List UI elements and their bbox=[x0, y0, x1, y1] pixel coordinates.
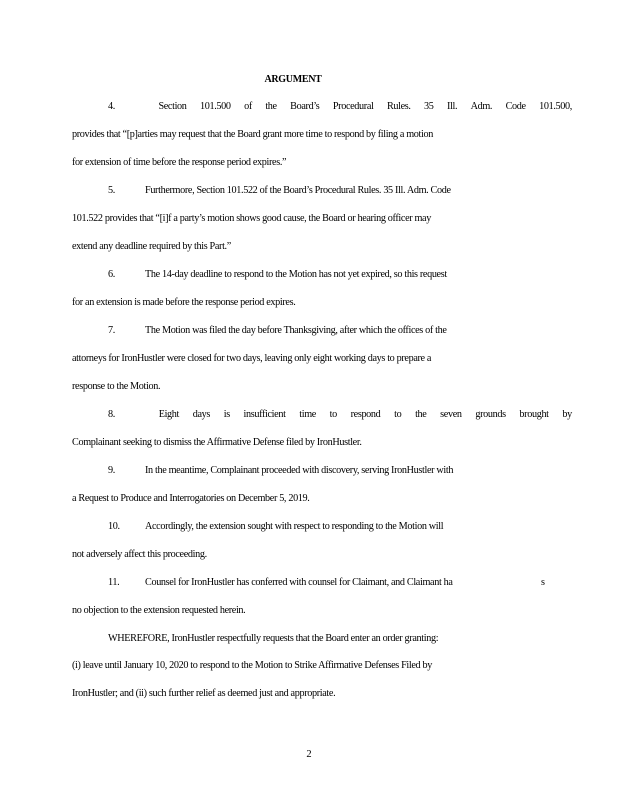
word: respond bbox=[350, 409, 381, 420]
paragraph-number: 5. bbox=[108, 185, 115, 196]
paragraph-8-line-2: Complainant seeking to dismiss the Affirmative Defense filed by IronHustler. bbox=[72, 437, 362, 448]
paragraph-text: Counsel for IronHustler has conferred with counsel for Claimant, and Claimant ha bbox=[145, 577, 453, 588]
word: the bbox=[265, 101, 277, 112]
word: days bbox=[192, 409, 211, 420]
wherefore-line-2: (i) leave until January 10, 2020 to respond to the Motion to Strike Affirmative Defenses Filed by bbox=[72, 660, 432, 671]
word: to bbox=[394, 409, 402, 420]
word: brought bbox=[519, 409, 549, 420]
word: Board’s bbox=[290, 101, 320, 112]
word: grounds bbox=[475, 409, 506, 420]
paragraph-10-line-2: not adversely affect this proceeding. bbox=[72, 549, 207, 560]
paragraph-5-line-3: extend any deadline required by this Part.” bbox=[72, 241, 231, 252]
paragraph-7-line-3: response to the Motion. bbox=[72, 381, 161, 392]
paragraph-text: Accordingly, the extension sought with respect to responding to the Motion will bbox=[145, 521, 444, 532]
word: Code bbox=[505, 101, 526, 112]
paragraph-4-line-3: for extension of time before the response period expires.” bbox=[72, 157, 287, 168]
paragraph-7-line-2: attorneys for IronHustler were closed for two days, leaving only eight working days to prepare a bbox=[72, 353, 432, 364]
paragraph-number: 4. bbox=[108, 101, 115, 112]
wherefore-line-3: IronHustler; and (ii) such further relief as deemed just and appropriate. bbox=[72, 688, 336, 699]
word: 101.500, bbox=[539, 101, 572, 112]
paragraph-5-line-2: 101.522 provides that “[i]f a party’s motion shows good cause, the Board or hearing officer may bbox=[72, 213, 431, 224]
page-number: 2 bbox=[306, 749, 312, 760]
paragraph-text: The Motion was filed the day before Thanksgiving, after which the offices of the bbox=[145, 325, 447, 336]
section-heading: ARGUMENT bbox=[264, 74, 322, 85]
paragraph-11-line-2: no objection to the extension requested herein. bbox=[72, 605, 246, 616]
paragraph-number: 10. bbox=[108, 521, 120, 532]
word: Rules. bbox=[386, 101, 411, 112]
paragraph-10-line-1 bbox=[108, 521, 443, 533]
word: seven bbox=[440, 409, 462, 420]
paragraph-number: 9. bbox=[108, 465, 115, 476]
paragraph-text: Furthermore, Section 101.522 of the Board’s Procedural Rules. 35 Ill. Adm. Code bbox=[145, 185, 451, 196]
paragraph-7-line-1 bbox=[108, 325, 447, 337]
word: is bbox=[223, 409, 230, 420]
paragraph-4-line-1 bbox=[108, 101, 572, 113]
paragraph-6-line-2: for an extension is made before the response period expires. bbox=[72, 297, 296, 308]
paragraph-text: In the meantime, Complainant proceeded with discovery, serving IronHustler with bbox=[145, 465, 454, 476]
word: of bbox=[244, 101, 252, 112]
paragraph-9-line-2: a Request to Produce and Interrogatories on December 5, 2019. bbox=[72, 493, 310, 504]
wherefore-line-1: WHEREFORE, IronHustler respectfully requests that the Board enter an order granting: bbox=[108, 633, 439, 644]
word: 101.500 bbox=[199, 101, 231, 112]
word: Procedural bbox=[332, 101, 374, 112]
word: Ill. bbox=[446, 101, 458, 112]
paragraph-number: 7. bbox=[108, 325, 115, 336]
word: 35 bbox=[424, 101, 434, 112]
paragraph-number: 11. bbox=[108, 577, 120, 588]
word: time bbox=[299, 409, 316, 420]
word: to bbox=[329, 409, 337, 420]
word: by bbox=[562, 409, 572, 420]
word: Adm. bbox=[470, 101, 493, 112]
paragraph-5-line-1 bbox=[108, 185, 451, 197]
word: Section bbox=[158, 101, 187, 112]
paragraph-11-line-1 bbox=[108, 577, 453, 589]
paragraph-6-line-1 bbox=[108, 269, 447, 281]
word: the bbox=[415, 409, 427, 420]
paragraph-text: The 14-day deadline to respond to the Motion has not yet expired, so this request bbox=[145, 269, 447, 280]
paragraph-9-line-1 bbox=[108, 465, 453, 477]
word: insufficient bbox=[243, 409, 286, 420]
paragraph-8-line-1 bbox=[108, 409, 572, 421]
word: Eight bbox=[158, 409, 180, 420]
paragraph-number: 8. bbox=[108, 409, 115, 420]
paragraph-11-trailing-letter: s bbox=[541, 577, 545, 588]
paragraph-4-line-2: provides that “[p]arties may request that the Board grant more time to respond by filing a motion bbox=[72, 129, 433, 140]
paragraph-number: 6. bbox=[108, 269, 115, 280]
